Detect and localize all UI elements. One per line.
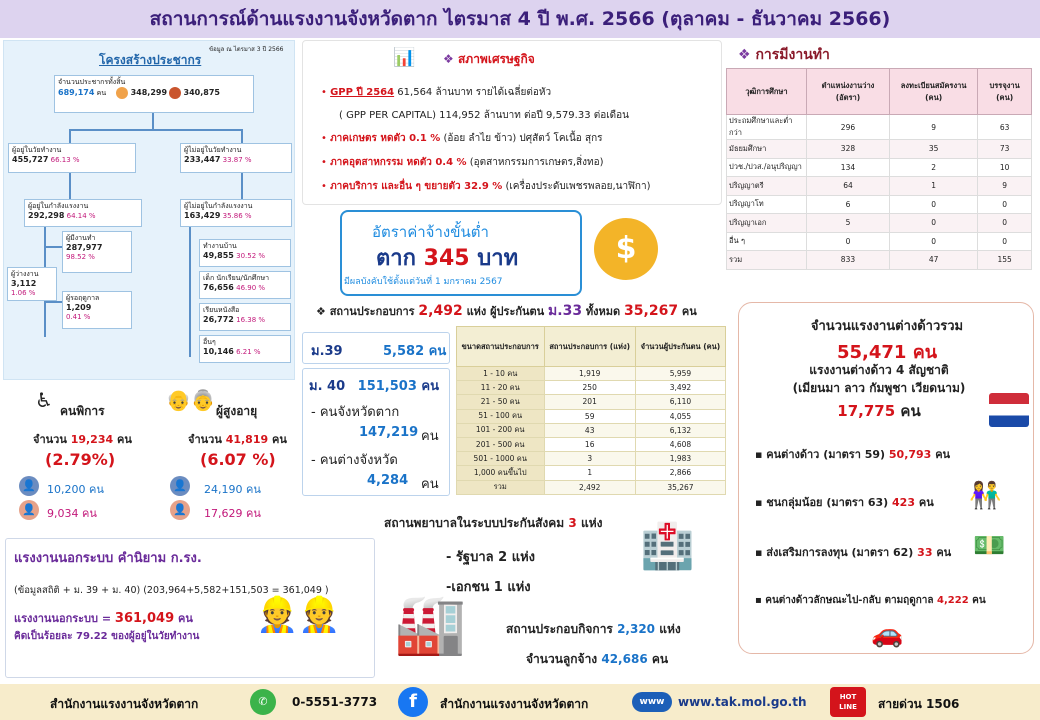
page-title: สถานการณ์ด้านแรงงานจังหวัดตาก ไตรมาส 4 ปี พ.ศ. 2566 (ตุลาคม - ธันวาคม 2566) <box>0 0 1040 38</box>
elderly-pct: (6.07 %) <box>200 450 276 469</box>
informal-labor-panel: แรงงานนอกระบบ คำนิยาม ก.รง. (ข้อมูลสถิติ + ม. 39 + ม. 40) (203,964+5,582+151,503 = 361,049 ) แรงงานนอกระบบ = 361,049 คน คิดเป็นร้อยละ 79.22 ของผู้อยู่ในวัยทำงาน 👷👷 <box>5 538 375 678</box>
wheelchair-icon: ♿ <box>35 388 53 412</box>
footer-office: สำนักงานแรงงานจังหวัดตาก <box>50 697 199 711</box>
edu-header: บรรจุงาน (คน) <box>978 69 1032 115</box>
establishment-line: ❖ สถานประกอบการ 2,492 แห่ง ผู้ประกันตน ม.33 ทั้งหมด 35,267 คน <box>316 303 697 319</box>
flags-icon <box>989 393 1029 427</box>
table-cell: 1 <box>890 177 978 196</box>
est-header: จำนวนผู้ประกันตน (คน) <box>635 327 725 367</box>
hotline-icon: HOT LINE <box>830 687 866 717</box>
table-cell: 16 <box>544 437 635 451</box>
table-cell: อื่น ๆ <box>727 232 807 251</box>
table-row <box>457 437 726 451</box>
industry-item: • ภาคอุตสาหกรรม หดตัว 0.4 % (อุตสาหกรรมการเกษตร,สิ่งทอ) <box>321 157 604 168</box>
min-wage-amount: 345 <box>423 246 470 271</box>
elderly-heading: ผู้สูงอายุ <box>216 404 258 418</box>
table-cell: ปริญญาเอก <box>727 214 807 233</box>
table-cell: 501 - 1000 คน <box>457 452 545 466</box>
table-cell: 59 <box>544 409 635 423</box>
table-row <box>727 115 1032 140</box>
economy-panel <box>302 40 722 205</box>
seasonal-box: ผู้รอฤดูกาล 1,209 0.41 % <box>62 291 132 329</box>
table-cell: 101 - 200 คน <box>457 423 545 437</box>
informal-heading: แรงงานนอกระบบ คำนิยาม ก.รง. <box>14 551 202 566</box>
non-working-age-box: ผู้ไม่อยู่ในวัยทำงาน 233,447 33.87 % <box>180 143 292 173</box>
disabled-heading: คนพิการ <box>60 404 105 418</box>
female-person-icon: 👤 <box>19 500 39 520</box>
table-row <box>457 423 726 437</box>
min-wage-note: มีผลบังคับใช้ตั้งแต่วันที่ 1 มกราคม 2567 <box>344 277 503 287</box>
table-cell: 0 <box>890 214 978 233</box>
phone-icon: ✆ <box>250 689 276 715</box>
working-age-box: ผู้อยู่ในวัยทำงาน 455,727 66.13 % <box>8 143 136 173</box>
edu-header: ลงทะเบียนสมัครงาน (คน) <box>890 69 978 115</box>
footer-facebook[interactable]: สำนักงานแรงงานจังหวัดตาก <box>440 697 589 711</box>
table-cell: 5,959 <box>635 367 725 381</box>
non-labor-box: ผู้ไม่อยู่ในกำลังแรงงาน 163,429 35.86 % <box>180 199 292 227</box>
foreign-item-2: ▪ ส่งเสริมการลงทุน (มาตรา 62) 33 คน <box>755 546 952 559</box>
table-cell: 201 <box>544 395 635 409</box>
service-item: • ภาคบริการ และอื่น ๆ ขยายตัว 32.9 % (เครื่องประดับเพชรพลอย,นาฬิกา) <box>321 181 651 192</box>
table-cell: 6 <box>806 195 889 214</box>
chart-icon: 📊 <box>393 47 416 68</box>
table-cell: 155 <box>978 251 1032 270</box>
foreign-item-3: ▪ คนต่างด้าวลักษณะไป-กลับ ตามฤดูกาล 4,222 คน <box>755 595 986 606</box>
m40-box: ม. 40 151,503 คน - คนจังหวัดตาก 147,219 คน - คนต่างจังหวัด 4,284 คน <box>302 368 450 496</box>
m39-value: 5,582 <box>383 344 425 359</box>
table-row <box>457 395 726 409</box>
table-cell: 43 <box>544 423 635 437</box>
workers-icon: 👷👷 <box>256 595 341 635</box>
hospital-gov: - รัฐบาล 2 แห่ง <box>446 550 535 565</box>
table-row <box>727 232 1032 251</box>
employed-box: ผู้มีงานทำ 287,977 98.52 % <box>62 231 132 273</box>
table-cell: รวม <box>727 251 807 270</box>
table-row <box>727 214 1032 233</box>
population-source: ข้อมูล ณ ไตรมาส 3 ปี 2566 <box>209 46 284 53</box>
table-row <box>727 251 1032 270</box>
car-icon: 🚗 <box>871 619 904 649</box>
footer <box>0 684 1040 720</box>
housework-box: ทำงานบ้าน 49,855 30.52 % <box>199 239 291 267</box>
table-cell: 2 <box>890 158 978 177</box>
unemployed-box: ผู้ว่างงาน 3,112 1.06 % <box>7 267 57 301</box>
table-cell: 1,983 <box>635 452 725 466</box>
table-cell: 2,866 <box>635 466 725 480</box>
foreign-heading: จำนวนแรงงานต่างด้าวรวม <box>810 319 964 334</box>
table-cell: 1 - 10 คน <box>457 367 545 381</box>
population-total-box: จำนวนประชากรทั้งสิ้น 689,174 คน 348,299 340,875 <box>54 75 254 113</box>
population-panel <box>3 40 295 380</box>
factory-icon: 🏭 <box>394 590 467 658</box>
est-header: ขนาดสถานประกอบการ <box>457 327 545 367</box>
hospital-icon: 🏥 <box>640 521 695 572</box>
gpp-item: • GPP ปี 2564 61,564 ล้านบาท รายได้เฉลี่ยต่อหัว <box>321 87 552 98</box>
disabled-pct: (2.79%) <box>45 450 116 469</box>
disabled-count: 19,234 <box>70 433 114 446</box>
edu-header: ตำแหน่งงานว่าง (อัตรา) <box>806 69 889 115</box>
male-value: 348,299 <box>130 87 168 97</box>
other-box: อื่นๆ 10,146 6.21 % <box>199 335 291 363</box>
table-cell: รวม <box>457 480 545 494</box>
employment-table <box>726 68 1032 270</box>
m39-box: ม.39 5,582 คน <box>302 332 450 364</box>
table-cell: 296 <box>806 115 889 140</box>
min-wage-box: อัตราค่าจ้างขั้นต่ำ ตาก 345 บาท มีผลบังคับใช้ตั้งแต่วันที่ 1 มกราคม 2567 <box>340 210 582 296</box>
table-cell: 35 <box>890 140 978 159</box>
m40-value: 151,503 <box>357 379 417 394</box>
table-cell: 63 <box>978 115 1032 140</box>
table-cell: 6,110 <box>635 395 725 409</box>
table-cell: ปริญญาตรี <box>727 177 807 196</box>
student-box: เด็ก นักเรียน/นักศึกษา 76,656 46.90 % <box>199 271 291 299</box>
coin-icon: $ <box>594 218 658 280</box>
business-line1: สถานประกอบกิจการ 2,320 แห่ง <box>506 622 681 636</box>
table-cell: 73 <box>978 140 1032 159</box>
ethnic-people-icon: 👫 <box>969 481 1002 511</box>
m40-in-value: 147,219 <box>359 425 419 440</box>
table-cell: 3 <box>544 452 635 466</box>
table-cell: ปริญญาโท <box>727 195 807 214</box>
elderly-male: 24,190 คน <box>204 483 261 496</box>
edu-header: วุฒิการศึกษา <box>727 69 807 115</box>
footer-hotline[interactable]: สายด่วน 1506 <box>878 697 960 711</box>
foreign-total: 55,471 <box>836 342 907 363</box>
table-cell: 51 - 100 คน <box>457 409 545 423</box>
footer-phone[interactable]: 0-5551-3773 <box>292 695 378 709</box>
table-cell: 6,132 <box>635 423 725 437</box>
facebook-icon: f <box>398 687 428 717</box>
min-wage-title: อัตราค่าจ้างขั้นต่ำ <box>372 223 489 241</box>
table-cell: ประถมศึกษาและต่ำกว่า <box>727 115 807 140</box>
foreign-item-0: ▪ คนต่างด้าว (มาตรา 59) 50,793 คน <box>755 448 951 461</box>
elderly-count: 41,819 <box>225 433 269 446</box>
business-line2: จำนวนลูกจ้าง 42,686 คน <box>526 652 669 666</box>
elderly-couple-icon: 👴👵 <box>166 388 216 412</box>
table-cell: 0 <box>978 232 1032 251</box>
table-cell: มัธยมศึกษา <box>727 140 807 159</box>
table-cell: 9 <box>978 177 1032 196</box>
table-cell: ปวช./ปวส./อนุปริญญา <box>727 158 807 177</box>
footer-website[interactable]: www.tak.mol.go.th <box>678 695 807 709</box>
table-cell: 1,919 <box>544 367 635 381</box>
table-cell: 35,267 <box>635 480 725 494</box>
table-cell: 9 <box>890 115 978 140</box>
table-row <box>457 452 726 466</box>
web-icon: www <box>632 692 672 712</box>
table-row <box>457 409 726 423</box>
table-cell: 1,000 คนขึ้นไป <box>457 466 545 480</box>
disabled-female: 9,034 คน <box>47 507 97 520</box>
employment-heading: ❖ การมีงานทำ <box>738 47 830 63</box>
informal-formula: (ข้อมูลสถิติ + ม. 39 + ม. 40) (203,964+5,582+151,503 = 361,049 ) <box>14 585 329 596</box>
table-cell: 0 <box>978 214 1032 233</box>
table-row <box>457 466 726 480</box>
table-row <box>457 480 726 494</box>
table-cell: 0 <box>890 195 978 214</box>
economy-heading: ❖ สภาพเศรษฐกิจ <box>443 52 535 66</box>
total-label: จำนวนประชากรทั้งสิ้น <box>58 78 126 86</box>
table-row <box>727 140 1032 159</box>
table-cell: 11 - 20 คน <box>457 381 545 395</box>
table-cell: 0 <box>978 195 1032 214</box>
female-icon <box>169 87 181 99</box>
establishment-table <box>456 326 726 495</box>
table-cell: 10 <box>978 158 1032 177</box>
labor-force-box: ผู้อยู่ในกำลังแรงงาน 292,298 64.14 % <box>24 199 142 227</box>
table-cell: 833 <box>806 251 889 270</box>
table-cell: 2,492 <box>544 480 635 494</box>
disabled-male: 10,200 คน <box>47 483 104 496</box>
table-cell: 21 - 50 คน <box>457 395 545 409</box>
table-cell: 0 <box>806 232 889 251</box>
table-row <box>457 381 726 395</box>
money-icon: 💵 <box>973 531 1006 561</box>
table-cell: 1 <box>544 466 635 480</box>
table-row <box>727 177 1032 196</box>
table-row <box>457 367 726 381</box>
disabled-section: ♿ คนพิการ จำนวน 19,234 คน (2.79%) 👤 10,200 คน 👤 9,034 คน <box>5 388 155 528</box>
population-heading: โครงสร้างประชากร <box>99 53 202 67</box>
table-cell: 134 <box>806 158 889 177</box>
table-cell: 0 <box>890 232 978 251</box>
informal-pct: คิดเป็นร้อยละ 79.22 ของผู้อยู่ในวัยทำงาน <box>14 631 200 642</box>
foreign-four: 17,775 <box>837 402 896 420</box>
table-row <box>727 195 1032 214</box>
male-person-icon: 👤 <box>19 476 39 496</box>
table-cell: 64 <box>806 177 889 196</box>
agri-item: • ภาคเกษตร หดตัว 0.1 % (อ้อย ลำไย ข้าว) ปศุสัตว์ โคเนื้อ สุกร <box>321 133 603 144</box>
table-cell: 4,055 <box>635 409 725 423</box>
table-cell: 5 <box>806 214 889 233</box>
informal-total: 361,049 <box>114 611 175 626</box>
female-value: 340,875 <box>183 87 220 97</box>
female-person-icon: 👤 <box>170 500 190 520</box>
table-cell: 4,608 <box>635 437 725 451</box>
male-person-icon: 👤 <box>170 476 190 496</box>
table-cell: 328 <box>806 140 889 159</box>
hospital-heading: สถานพยาบาลในระบบประกันสังคม 3 แห่ง <box>384 516 603 530</box>
table-cell: 3,492 <box>635 381 725 395</box>
elderly-female: 17,629 คน <box>204 507 261 520</box>
elderly-box: เรียนหนังสือ 26,772 16.38 % <box>199 303 291 331</box>
hospital-private: -เอกชน 1 แห่ง <box>446 580 531 595</box>
table-cell: 250 <box>544 381 635 395</box>
gpp-capita: ( GPP PER CAPITAL) 114,952 ล้านบาท ต่อปี 9,579.33 ต่อเดือน <box>339 110 630 121</box>
foreign-item-1: ▪ ชนกลุ่มน้อย (มาตรา 63) 423 คน <box>755 496 934 509</box>
elderly-section: 👴👵 ผู้สูงอายุ จำนวน 41,819 คน (6.07 %) 👤 24,190 คน 👤 17,629 คน <box>166 388 287 520</box>
m40-out-value: 4,284 <box>367 473 409 488</box>
total-value: 689,174 <box>58 87 95 97</box>
table-cell: 47 <box>890 251 978 270</box>
male-icon <box>116 87 128 99</box>
table-cell: 201 - 500 คน <box>457 437 545 451</box>
est-header: สถานประกอบการ (แห่ง) <box>544 327 635 367</box>
table-row <box>727 158 1032 177</box>
foreign-workers-panel: จำนวนแรงงานต่างด้าวรวม 55,471 คน แรงงานต่างด้าว 4 สัญชาติ (เมียนมา ลาว กัมพูชา เวียดนาม) 17,775 คน ▪ คนต่างด้าว (มาตรา 59) 50,793 คน ▪ ชนกลุ่มน้อย (มาตรา 63) 423 คน 👫 ▪ ส่งเสริมการลงทุน (มาตรา 62) 33 คน 💵 ▪ คนต่างด้าวลักษณะไป-กลับ ตามฤดูกาล 4,222 คน 🚗 <box>738 302 1034 654</box>
